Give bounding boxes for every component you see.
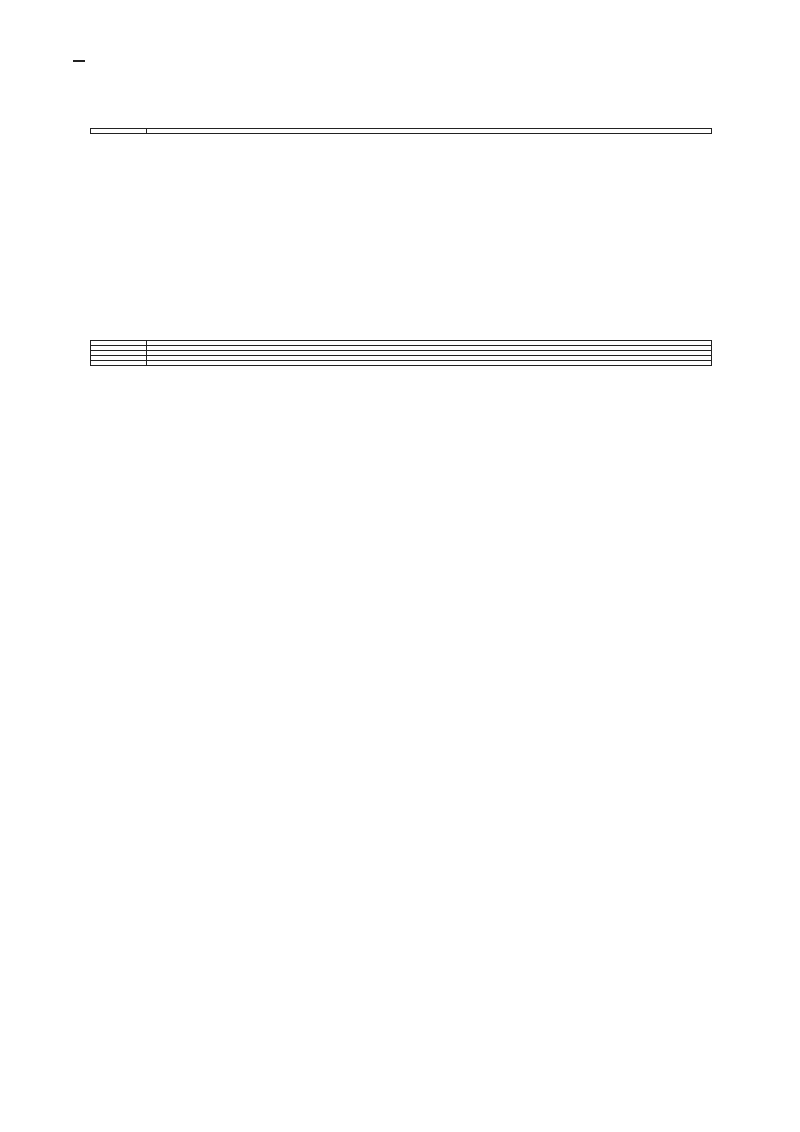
innovation-content (147, 361, 712, 366)
top-table-content (147, 129, 712, 134)
innovation-row (91, 361, 712, 366)
innovation-label (91, 361, 147, 366)
main-table (90, 340, 712, 366)
header-tag (73, 60, 85, 62)
top-table-label-cell (91, 129, 147, 134)
top-table (90, 128, 712, 134)
